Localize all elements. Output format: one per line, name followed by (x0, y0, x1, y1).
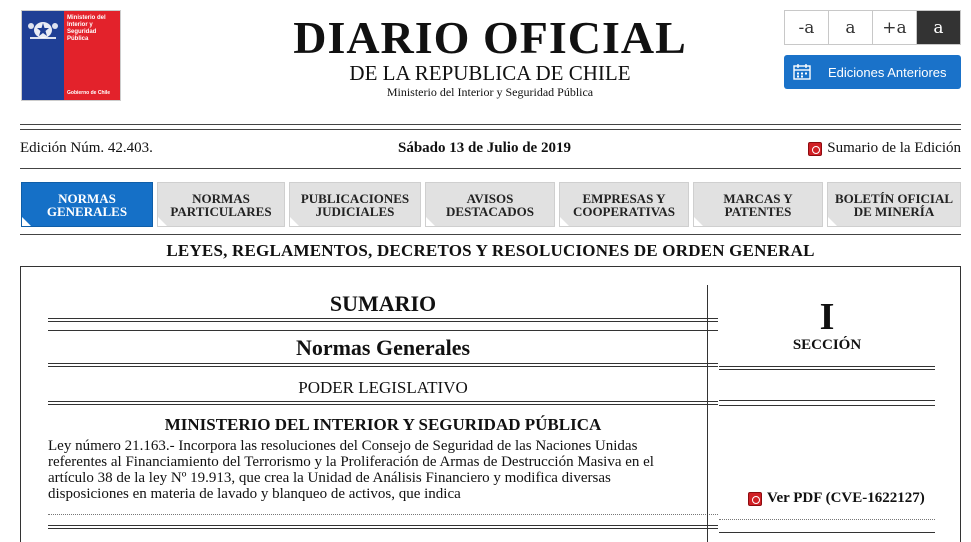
double-rule (48, 525, 718, 529)
coat-of-arms-icon (26, 17, 60, 41)
logo-gobierno-text: Gobierno de Chile (67, 90, 111, 96)
ley-description[interactable] (48, 438, 718, 502)
dotted-rule (719, 519, 935, 520)
normas-generales-heading: Normas Generales (295, 335, 471, 360)
poder-legislativo-heading: PODER LEGISLATIVO (298, 378, 468, 397)
single-rule (719, 405, 935, 406)
tab-fold-corner (828, 217, 837, 226)
double-rule (48, 318, 718, 322)
tab-label-line1: NORMAS (58, 190, 116, 206)
font-normal-button[interactable]: a (829, 11, 873, 44)
tab-boletin-mineria[interactable] (827, 182, 961, 227)
section-heading: LEYES, REGLAMENTOS, DECRETOS Y RESOLUCIONES DE ORDEN GENERAL (166, 241, 815, 260)
tab-label-line2: JUDICIALES (315, 203, 395, 219)
header-rule-top-1 (20, 124, 961, 125)
sumario-edicion-label: Sumario de la Edición (827, 140, 961, 156)
sumario-title: SUMARIO (329, 291, 437, 316)
tab-normas-generales[interactable] (21, 182, 153, 227)
ver-pdf-label: Ver PDF (CVE-1622127) (767, 490, 925, 506)
single-rule (48, 401, 718, 402)
single-rule (719, 366, 935, 367)
ver-pdf-link[interactable] (748, 490, 925, 507)
tab-label-line2: COOPERATIVAS (572, 203, 676, 219)
section-roman-numeral: I (819, 296, 835, 338)
tab-fold-corner (158, 217, 167, 226)
tab-fold-corner (22, 217, 31, 226)
gobierno-logo[interactable] (21, 10, 121, 101)
font-increase-button[interactable]: +a (873, 11, 917, 44)
tab-label-line1: EMPRESAS Y (582, 190, 666, 206)
edition-bar (20, 140, 961, 160)
tab-fold-corner (426, 217, 435, 226)
tab-label-line1: BOLETÍN OFICIAL (834, 190, 954, 206)
tab-label-line2: PARTICULARES (170, 203, 272, 219)
edition-date: Sábado 13 de Julio de 2019 (398, 140, 571, 156)
header-rule-top-2 (20, 129, 961, 130)
ley-line: Ley número 21.163.- Incorpora las resoluciones del Consejo de Seguridad de las Naciones Unidas (48, 438, 638, 454)
section-tabs (21, 182, 961, 227)
tabs-rule (20, 234, 961, 235)
tab-marcas-patentes[interactable] (693, 182, 823, 227)
sumario-edicion-link[interactable] (808, 140, 961, 157)
ley-line: referentes al Financiamiento del Terrorismo y la Proliferación de Armas de Destrucción Masiva en el (48, 454, 654, 470)
tab-label-line1: PUBLICACIONES (300, 190, 410, 206)
font-size-controls (784, 10, 961, 45)
double-rule (48, 363, 718, 367)
ley-line: disposiciones en materia de lavado y blanqueo de activos, que indica (48, 486, 461, 502)
logo-ministry-text: Ministerio del Interior y Seguridad Pública (67, 15, 106, 42)
tab-normas-particulares[interactable] (157, 182, 285, 227)
high-contrast-button[interactable]: a (917, 11, 960, 44)
ediciones-label: Ediciones Anteriores (828, 64, 947, 80)
sumario-left-column (48, 267, 718, 529)
tab-fold-corner (560, 217, 569, 226)
pdf-icon (808, 142, 822, 156)
seccion-label: SECCIÓN (792, 337, 862, 353)
tab-label-line2: GENERALES (46, 203, 128, 219)
pdf-icon (748, 492, 762, 506)
logo-blue-band (22, 11, 64, 100)
column-divider (707, 285, 708, 542)
masthead-title: DIARIO OFICIAL (293, 12, 687, 63)
tab-label-line2: PATENTES (724, 203, 792, 219)
single-rule (48, 330, 718, 331)
single-rule (48, 404, 718, 405)
dotted-rule (48, 514, 718, 515)
tab-label-line1: AVISOS (466, 190, 514, 206)
calendar-icon (793, 64, 811, 80)
logo-red-band (64, 11, 120, 100)
single-rule (719, 400, 935, 401)
masthead-subtitle: DE LA REPUBLICA DE CHILE (349, 61, 631, 85)
tab-publicaciones-judiciales[interactable] (289, 182, 421, 227)
tab-label-line1: NORMAS (192, 190, 250, 206)
masthead-ministry: Ministerio del Interior y Seguridad Pública (386, 85, 594, 99)
tab-label-line1: MARCAS Y (723, 190, 793, 206)
masthead (240, 14, 740, 100)
tab-fold-corner (694, 217, 703, 226)
tab-avisos-destacados[interactable] (425, 182, 555, 227)
ediciones-anteriores-button[interactable] (784, 55, 961, 89)
tab-label-line2: DE MINERÍA (853, 203, 935, 219)
tab-label-line2: DESTACADOS (446, 203, 534, 219)
tab-fold-corner (290, 217, 299, 226)
single-rule (719, 532, 935, 533)
ley-line: artículo 38 de la ley Nº 19.913, que crea la Unidad de Análisis Financiero y modifica diversas (48, 470, 611, 486)
tab-empresas-cooperativas[interactable] (559, 182, 689, 227)
edition-number: Edición Núm. 42.403. (20, 140, 153, 156)
ministerio-heading: MINISTERIO DEL INTERIOR Y SEGURIDAD PÚBLICA (164, 415, 602, 434)
single-rule (719, 369, 935, 370)
header-rule-bottom (20, 168, 961, 169)
font-decrease-button[interactable]: -a (785, 11, 829, 44)
